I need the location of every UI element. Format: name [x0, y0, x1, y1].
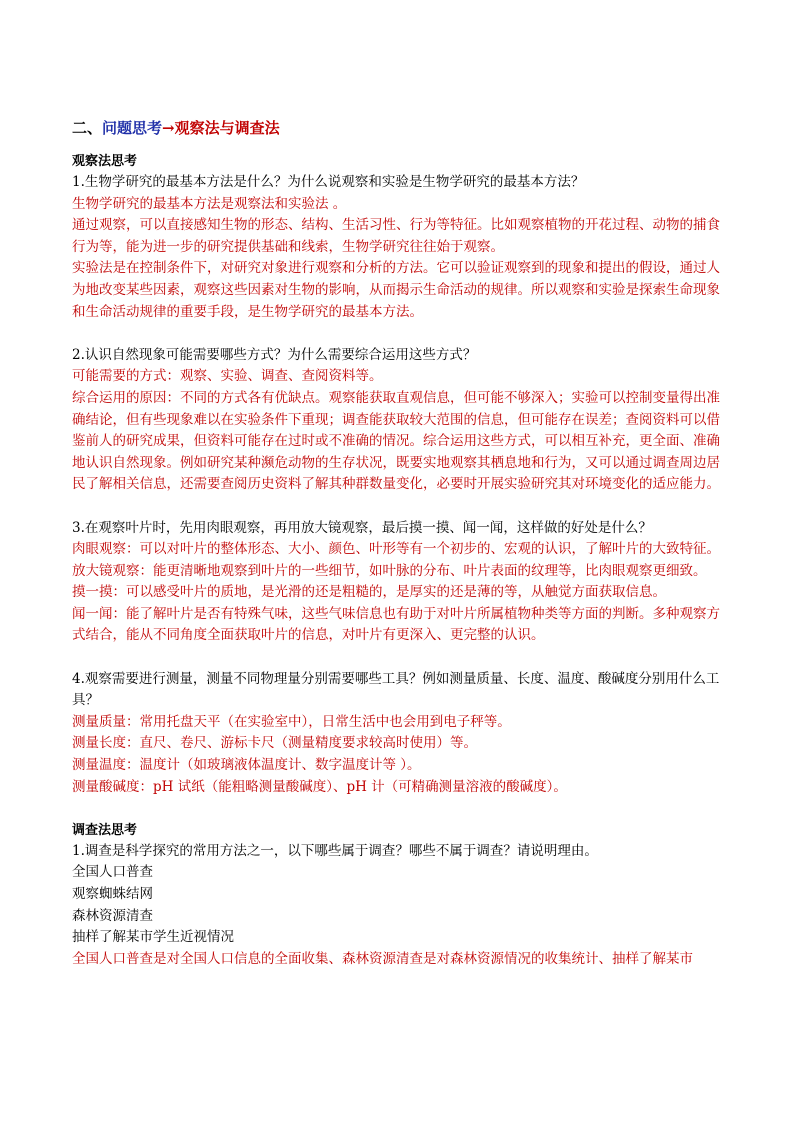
section-heading — [72, 117, 732, 139]
answer-line: 综合运用的原因：不同的方式各有优缺点。观察能获取直观信息，但可能不够深入；实验可以控制变量得出准确结论，但有些现象难以在实验条件下重现；调查能获取较大范围的信息，但可能存在误差；查阅资料可以借鉴前人的研究成果，但资料可能存在过时或不准确的情况。综合运用这些方式，可以相互补充，更全面、准确地认识自然现象。例如研究某种濒危动物的生存状况，既要实地观察其栖息地和行为，又可以通过调查周边居民了解相关信息，还需要查阅历史资料了解其种群数量变化，必要时开展实验研究其对环境变化的适应能力。 — [72, 389, 720, 493]
answer-line: 肉眼观察：可以对叶片的整体形态、大小、颜色、叶形等有一个初步的、宏观的认识，了解叶片的大致特征。 — [72, 541, 720, 558]
answer-line: 可能需要的方式：观察、实验、调查、查阅资料等。 — [72, 368, 383, 385]
observation-section — [72, 151, 732, 798]
survey-answer: 全国人口普查是对全国人口信息的全面收集、森林资源清查是对森林资源情况的收集统计、抽样了解某市 — [72, 950, 693, 967]
answer-line: 测量质量：常用托盘天平（在实验室中），日常生活中也会用到电子秤等。 — [72, 713, 511, 730]
survey-question-1: 1.调查是科学探究的常用方法之一，以下哪些属于调查？哪些不属于调查？请说明理由。 — [72, 842, 598, 859]
question-4: 4.观察需要进行测量，测量不同物理量分别需要哪些工具？例如测量质量、长度、温度、酸碱度分别用什么工具？ — [72, 670, 720, 709]
answer-line: 测量酸碱度：pH 试纸（能粗略测量酸碱度）、pH 计（可精确测量溶液的酸碱度）。 — [72, 778, 567, 795]
answer-line: 测量长度：直尺、卷尺、游标卡尺（测量精度要求较高时使用）等。 — [72, 735, 477, 752]
question-1: 1.生物学研究的最基本方法是什么？为什么说观察和实验是生物学研究的最基本方法？ — [72, 174, 585, 190]
survey-section — [72, 820, 732, 971]
answer-line: 摸一摸：可以感受叶片的质地，是光滑的还是粗糙的，是厚实的还是薄的等，从触觉方面获取信息。 — [72, 584, 666, 601]
survey-item: 抽样了解某市学生近视情况 — [72, 929, 234, 946]
document-page — [72, 117, 732, 970]
answer-line: 放大镜观察：能更清晰地观察到叶片的一些细节，如叶脉的分布、叶片表面的纹理等，比肉眼观察更细致。 — [72, 562, 707, 579]
survey-title: 调查法思考 — [72, 822, 138, 838]
answer-line: 实验法是在控制条件下，对研究对象进行观察和分析的方法。它可以验证观察到的现象和提出的假设，通过人为地改变某些因素，观察这些因素对生物的影响，从而揭示生命活动的规律。所以观察和实验是探索生命现象和生命活动规律的重要手段，是生物学研究的最基本方法。 — [72, 260, 720, 320]
question-3: 3.在观察叶片时，先用肉眼观察，再用放大镜观察，最后摸一摸、闻一闻，这样做的好处是什么？ — [72, 519, 652, 536]
survey-item: 观察蜘蛛结网 — [72, 886, 153, 902]
section-subject: 观察法与调查法 — [174, 119, 280, 137]
survey-item: 全国人口普查 — [72, 864, 153, 881]
answer-line: 闻一闻：能了解叶片是否有特殊气味，这些气味信息也有助于对叶片所属植物种类等方面的判断。多种观察方式结合，能从不同角度全面获取叶片的信息，对叶片有更深入、更完整的认识。 — [72, 605, 720, 644]
arrow-icon: → — [162, 119, 175, 137]
answer-line: 测量温度：温度计（如玻璃液体温度计、数字温度计等 ）。 — [72, 757, 421, 774]
section-topic: 问题思考 — [102, 119, 163, 137]
survey-item: 森林资源清查 — [72, 907, 153, 924]
answer-line: 通过观察，可以直接感知生物的形态、结构、生活习性、行为等特征。比如观察植物的开花过程、动物的捕食行为等，能为进一步的研究提供基础和线索，生物学研究往往始于观察。 — [72, 217, 720, 255]
question-2: 2.认识自然现象可能需要哪些方式？为什么需要综合运用这些方式？ — [72, 346, 477, 363]
section-number: 二、 — [72, 119, 103, 137]
observation-title: 观察法思考 — [72, 154, 138, 169]
answer-line: 生物学研究的最基本方法是观察法和实验法 。 — [72, 195, 347, 212]
